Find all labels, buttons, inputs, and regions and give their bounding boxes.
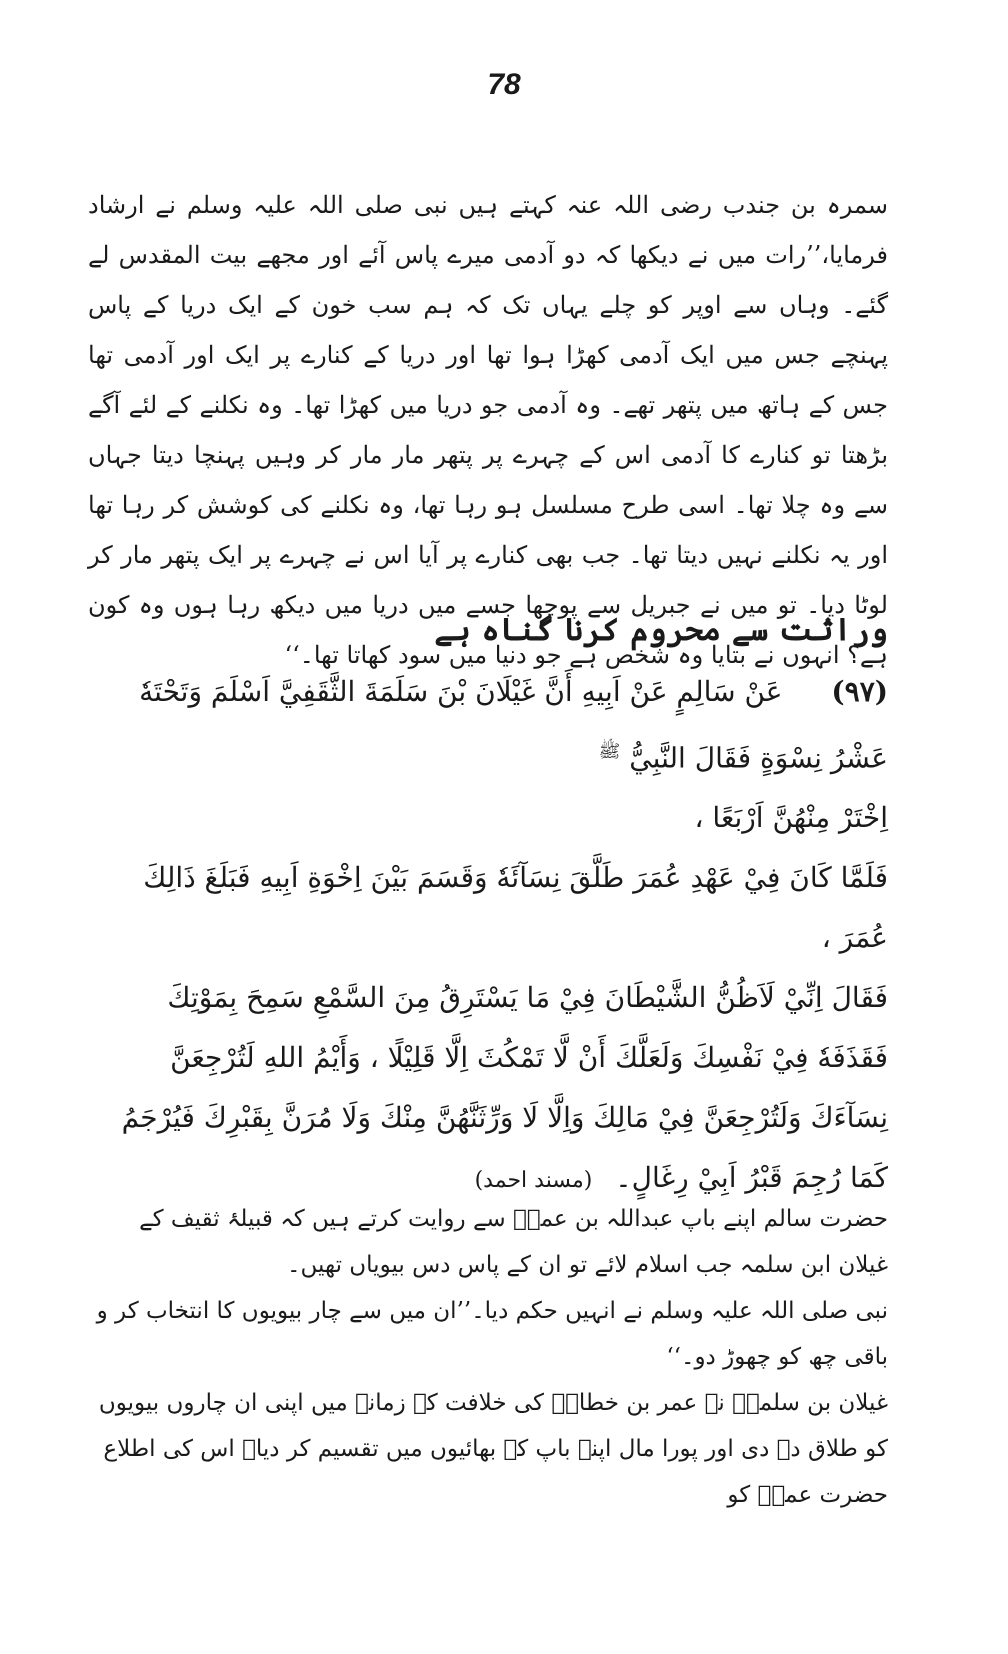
hadith-line-2: اِخْتَرْ مِنْهُنَّ اَرْبَعًا ، — [694, 801, 888, 835]
hadith-number: (۹۷) — [831, 675, 888, 708]
hadith-line-4 — [88, 968, 888, 1211]
page-number: 78 — [487, 68, 521, 101]
translation-paragraph-2: نبی صلی اللہ علیہ وسلم نے انہیں حکم دیا۔’’ان میں سے چار بیویوں کا انتخاب کر و باقی چھ کو چھوڑ دو۔‘‘ — [96, 1298, 888, 1370]
intro-paragraph: سمرہ بن جندب رضی اللہ عنہ کہتے ہیں نبی صلی اللہ علیہ وسلم نے ارشاد فرمایا،’’رات میں نے دیکھا کہ دو آدمی میرے پاس آئے اور مجھے بیت المقدس لے گئے۔ وہاں سے اوپر کو چلے یہاں تک کہ ہم سب خون کے ایک دریا کے پاس پہنچے جس میں ایک آدمی کھڑا ہوا تھا اور دریا کے کنارے پر ایک اور آدمی تھا جس کے ہاتھ میں پتھر تھے۔ وہ آدمی جو دریا میں کھڑا تھا۔ وہ نکلنے کے لئے آگے بڑھتا تو کنارے کا آدمی اس کے چہرے پر پتھر مار مار کر وہیں پہنچا دیتا جہاں سے وہ چلا تھا۔ اسی طرح مسلسل ہو رہا تھا، وہ نکلنے کی کوشش کر رہا تھا اور یہ نکلنے نہیں دیتا تھا۔ جب بھی کنارے پر آیا اس نے چہرے پر ایک پتھر مار کر لوٹا دیا۔ تو میں نے جبریل سے پوچھا جسے میں دریا میں دیکھ رہا ہوں وہ کون ہے؟ انہوں نے بتایا وہ شخص ہے جو دنیا میں سود کھاتا تھا۔‘‘ — [88, 191, 888, 669]
hadith-line-3: فَلَمَّا كَانَ فِيْ عَهْدِ عُمَرَ طَلَّقَ نِسَآئَهٗ وَقَسَمَ بَيْنَ اِخْوَةِ اَبِيهِ فَبَلَغَ ذَالِكَ عُمَرَ ، — [143, 861, 888, 955]
hadith-opening: عَنْ سَالِمٍ عَنْ اَبِيهِ أَنَّ غَيْلَانَ بْنَ سَلَمَةَ الثَّقَفِيَّ اَسْلَمَ وَتَحْتَهٗ عَشْرُ نِسْوَةٍ فَقَالَ النَّبِيُّ — [139, 675, 888, 775]
translation-paragraph-3: غیلان بن سلمہؓ نے عمر بن خطابؓ کی خلافت کے زمانے میں اپنی ان چاروں بیویوں کو طلاق دے دی اور پورا مال اپنے باپ کے بھائیوں میں تقسیم کر دیا۔ اس کی اطلاع حضرت عمرؓ کو — [98, 1390, 888, 1508]
urdu-translation — [88, 1196, 888, 1518]
salla-ligature: ﷺ — [598, 741, 621, 762]
hadith-arabic-text — [88, 662, 888, 1211]
hadith-source: (مسند احمد) — [474, 1168, 593, 1194]
intro-paragraph-block — [88, 180, 888, 680]
hadith-line-1 — [88, 662, 888, 788]
translation-paragraph-1: حضرت سالم اپنے باپ عبداللہ بن عمرؓ سے روایت کرتے ہیں کہ قبیلۂ ثقیف کے غیلان ابن سلمہ جب اسلام لائے تو ان کے پاس دس بیویاں تھیں۔ — [139, 1206, 888, 1278]
hadith-closing: فَقَالَ اِنِّيْ لَاَظُنُّ الشَّيْطَانَ فِيْ مَا يَسْتَرِقُ مِنَ السَّمْعِ سَمِحَ بِمَوْتِكَ فَقَذَفَهٗ فِيْ نَفْسِكَ وَلَعَلَّكَ أَنْ لَّا تَمْكُثَ اِلَّا قَلِيْلًا ، وَأَيْمُ اللهِ لَتُرْجِعَنَّ نِسَآءَكَ وَلَتُرْجِعَنَّ فِيْ مَالِكَ وَاِلَّا لَا وَرِّثَنَّهُنَّ مِنْكَ وَلَا مُرَنَّ بِقَبْرِكَ فَيُرْجَمُ كَمَا رُجِمَ قَبْرُ اَبِيْ رِغَالٍ۔ — [121, 981, 888, 1195]
section-heading: وراثت سے محروم کرنا گناہ ہے — [434, 612, 888, 648]
